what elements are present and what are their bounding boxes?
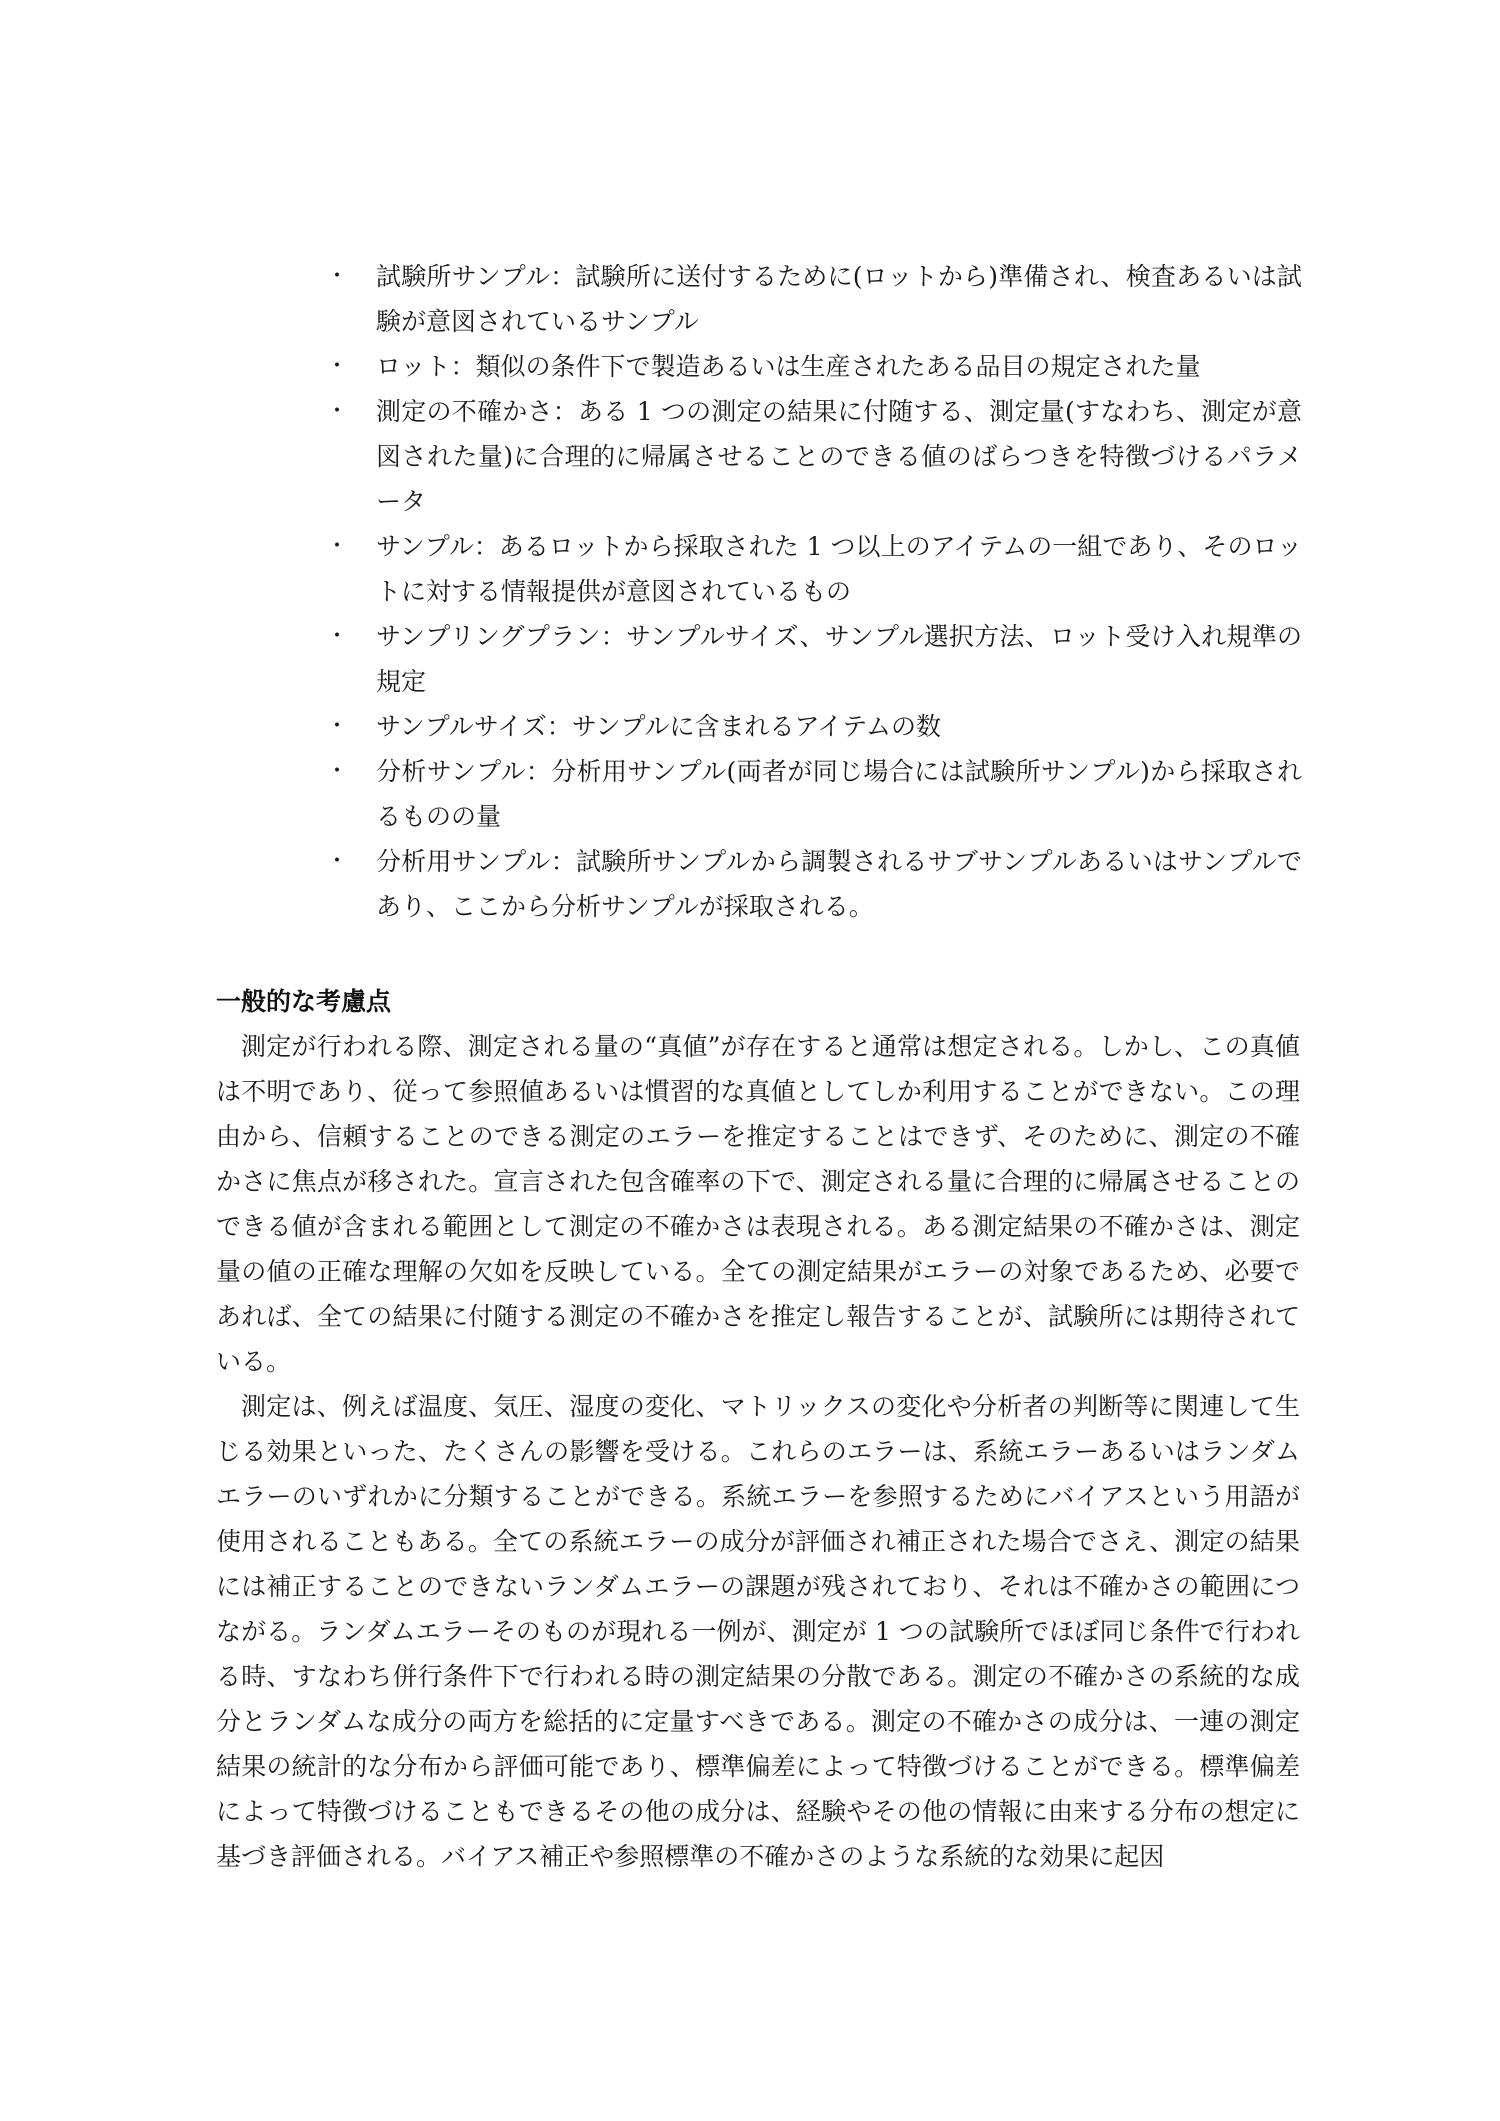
definition-text: サンプリングプラン：サンプルサイズ、サンプル選択方法、ロット受け入れ規準の規定 — [376, 622, 1302, 696]
definition-text: 分析サンプル：分析用サンプル(両者が同じ場合には試験所サンプル)から採取されるものの量 — [376, 757, 1302, 831]
definition-item — [322, 749, 1302, 839]
definition-item — [322, 344, 1302, 389]
bullet-icon: ・ — [326, 849, 349, 874]
bullet-icon: ・ — [326, 714, 349, 739]
bullet-icon: ・ — [326, 534, 349, 559]
section-body — [216, 1024, 1300, 1879]
definition-list — [322, 254, 1302, 929]
definition-text: ロット：類似の条件下で製造あるいは生産されたある品目の規定された量 — [376, 352, 1201, 381]
definition-item — [322, 254, 1302, 344]
body-paragraph: 測定が行われる際、測定される量の“真値”が存在すると通常は想定される。しかし、この真値は不明であり、従って参照値あるいは慣習的な真値としてしか利用することができない。この理由から、信頼することのできる測定のエラーを推定することはできず、そのために、測定の不確かさに焦点が移された。宣言された包含確率の下で、測定される量に合理的に帰属させることのできる値が含まれる範囲として測定の不確かさは表現される。ある測定結果の不確かさは、測定量の値の正確な理解の欠如を反映している。全ての測定結果がエラーの対象であるため、必要であれば、全ての結果に付随する測定の不確かさを推定し報告することが、試験所には期待されている。 — [216, 1032, 1300, 1376]
definition-text: 測定の不確かさ：ある 1 つの測定の結果に付随する、測定量(すなわち、測定が意図された量)に合理的に帰属させることのできる値のばらつきを特徴づけるパラメータ — [376, 397, 1302, 516]
definition-text: 分析用サンプル：試験所サンプルから調製されるサブサンプルあるいはサンプルであり、ここから分析サンプルが採取される。 — [376, 847, 1302, 921]
bullet-icon: ・ — [326, 264, 349, 289]
definition-item — [322, 839, 1302, 929]
definition-item — [322, 389, 1302, 524]
definition-text: サンプルサイズ：サンプルに含まれるアイテムの数 — [376, 712, 942, 741]
bullet-icon: ・ — [326, 399, 349, 424]
definition-item — [322, 614, 1302, 704]
definition-text: サンプル：あるロットから採取された 1 つ以上のアイテムの一組であり、そのロットに対する情報提供が意図されているもの — [376, 532, 1302, 606]
definition-text: 試験所サンプル：試験所に送付するために(ロットから)準備され、検査あるいは試験が意図されているサンプル — [376, 262, 1302, 336]
section-heading: 一般的な考慮点 — [216, 987, 392, 1016]
definition-item — [322, 704, 1302, 749]
bullet-icon: ・ — [326, 759, 349, 784]
bullet-icon: ・ — [326, 624, 349, 649]
bullet-icon: ・ — [326, 354, 349, 379]
definition-item — [322, 524, 1302, 614]
body-paragraph: 測定は、例えば温度、気圧、湿度の変化、マトリックスの変化や分析者の判断等に関連して生じる効果といった、たくさんの影響を受ける。これらのエラーは、系統エラーあるいはランダムエラーのいずれかに分類することができる。系統エラーを参照するためにバイアスという用語が使用されることもある。全ての系統エラーの成分が評価され補正された場合でさえ、測定の結果には補正することのできないランダムエラーの課題が残されており、それは不確かさの範囲につながる。ランダムエラーそのものが現れる一例が、測定が 1 つの試験所でほぼ同じ条件で行われる時、すなわち併行条件下で行われる時の測定結果の分散である。測定の不確かさの系統的な成分とランダムな成分の両方を総括的に定量すべきである。測定の不確かさの成分は、一連の測定結果の統計的な分布から評価可能であり、標準偏差によって特徴づけることができる。標準偏差によって特徴づけることもできるその他の成分は、経験やその他の情報に由来する分布の想定に基づき評価される。バイアス補正や参照標準の不確かさのような系統的な効果に起因 — [216, 1392, 1300, 1871]
